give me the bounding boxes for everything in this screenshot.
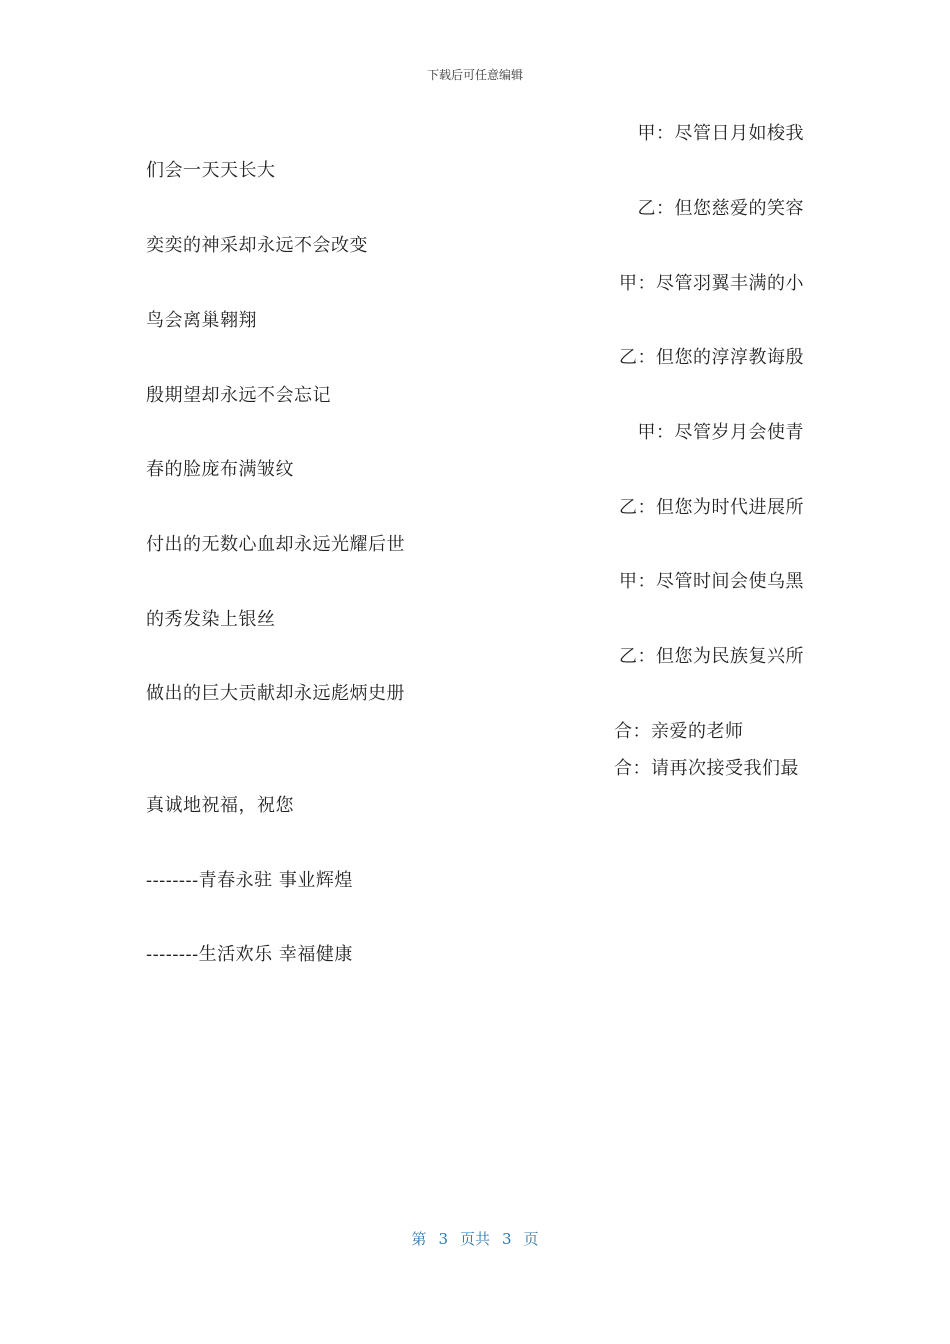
dialogue-line: 殷期望却永远不会忘记 bbox=[146, 385, 331, 406]
dialogue-line: 合：请再次接受我们最 bbox=[614, 758, 799, 779]
page-label-middle: 页共 bbox=[459, 1230, 490, 1248]
page-label-suffix: 页 bbox=[523, 1230, 539, 1248]
dialogue-line: 甲：尽管时间会使乌黑 bbox=[619, 571, 804, 592]
dialogue-line: 乙：但您为时代进展所 bbox=[619, 497, 804, 518]
blessing-line: --------生活欢乐 幸福健康 bbox=[146, 944, 353, 965]
dialogue-line: 合：亲爱的老师 bbox=[614, 721, 744, 742]
current-page-number: 3 bbox=[438, 1230, 448, 1248]
dialogue-line: 的秀发染上银丝 bbox=[146, 609, 276, 630]
page-label-prefix: 第 bbox=[411, 1230, 427, 1248]
dialogue-line: 春的脸庞布满皱纹 bbox=[146, 459, 294, 480]
dialogue-line: 鸟会离巢翱翔 bbox=[146, 310, 257, 331]
dialogue-line: 真诚地祝福，祝您 bbox=[146, 795, 294, 816]
total-page-number: 3 bbox=[502, 1230, 512, 1248]
dialogue-line: 付出的无数心血却永远光耀后世 bbox=[146, 534, 405, 555]
dialogue-line: 做出的巨大贡献却永远彪炳史册 bbox=[146, 683, 405, 704]
blessing-line: --------青春永驻 事业辉煌 bbox=[146, 870, 353, 891]
dialogue-line: 甲：尽管岁月会使青 bbox=[637, 422, 804, 443]
dialogue-line: 们会一天天长大 bbox=[146, 160, 276, 181]
dialogue-line: 奕奕的神采却永远不会改变 bbox=[146, 235, 368, 256]
dialogue-line: 甲：尽管日月如梭我 bbox=[637, 123, 804, 144]
dialogue-line: 乙：但您的淳淳教诲殷 bbox=[619, 347, 804, 368]
dialogue-line: 乙：但您慈爱的笑容 bbox=[637, 198, 804, 219]
dialogue-line: 乙：但您为民族复兴所 bbox=[619, 646, 804, 667]
dialogue-line: 甲：尽管羽翼丰满的小 bbox=[619, 273, 804, 294]
page-footer bbox=[0, 1228, 950, 1249]
page-header: 下载后可任意编辑 bbox=[426, 68, 523, 82]
